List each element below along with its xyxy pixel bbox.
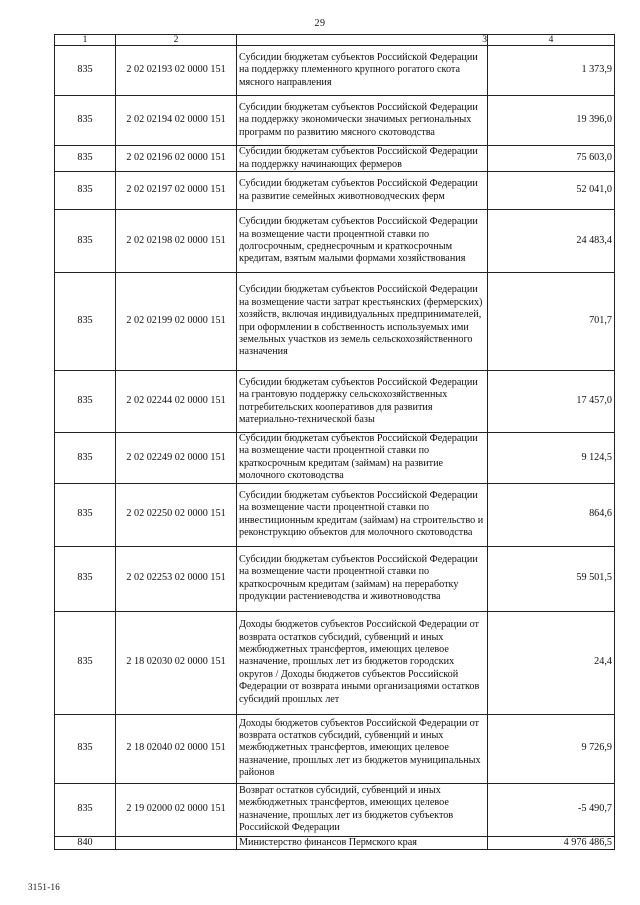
admin-code-cell: 835 — [55, 433, 116, 484]
amount-cell: -5 490,7 — [488, 783, 615, 836]
description-cell: Возврат остатков субсидий, субвенций и иных межбюджетных трансфертов, имеющих целевое назначение, прошлых лет из бюджетов субъектов Российской Федерации — [237, 783, 488, 836]
header-cell-2: 2 — [116, 35, 237, 46]
admin-code-cell: 835 — [55, 546, 116, 611]
table-row — [55, 483, 615, 546]
admin-code-cell: 835 — [55, 483, 116, 546]
header-row — [55, 35, 615, 46]
admin-code-cell: 840 — [55, 836, 116, 849]
description-cell: Субсидии бюджетам субъектов Российской Федерации на возмещение части затрат крестьянских (фермерских) хозяйств, включая индивидуальных предпринимателей, при оформлении в собственность используемых ими земельных участков из земель сельскохозяйственного назначения — [237, 273, 488, 371]
amount-cell: 52 041,0 — [488, 172, 615, 210]
amount-cell: 19 396,0 — [488, 96, 615, 146]
admin-code-cell: 835 — [55, 783, 116, 836]
amount-cell: 17 457,0 — [488, 371, 615, 433]
admin-code-cell: 835 — [55, 46, 116, 96]
admin-code-cell: 835 — [55, 172, 116, 210]
amount-cell: 24 483,4 — [488, 210, 615, 273]
table-row — [55, 210, 615, 273]
revenue-code-cell: 2 19 02000 02 0000 151 — [116, 783, 237, 836]
amount-cell: 59 501,5 — [488, 546, 615, 611]
revenue-code-cell: 2 02 02199 02 0000 151 — [116, 273, 237, 371]
revenue-code-cell: 2 02 02193 02 0000 151 — [116, 46, 237, 96]
admin-code-cell: 835 — [55, 273, 116, 371]
table-row — [55, 433, 615, 484]
document-code: 3151-16 — [28, 882, 61, 892]
amount-cell: 1 373,9 — [488, 46, 615, 96]
revenue-code-cell: 2 02 02249 02 0000 151 — [116, 433, 237, 484]
description-cell: Доходы бюджетов субъектов Российской Федерации от возврата остатков субсидий, субвенций и иных межбюджетных трансфертов, имеющих целевое назначение, прошлых лет из бюджетов муниципальных районов — [237, 714, 488, 783]
revenue-code-cell: 2 02 02250 02 0000 151 — [116, 483, 237, 546]
revenue-code-cell: 2 18 02030 02 0000 151 — [116, 611, 237, 714]
description-cell: Доходы бюджетов субъектов Российской Федерации от возврата остатков субсидий, субвенций и иных межбюджетных трансфертов, имеющих целевое назначение, прошлых лет из бюджетов городских округов / Доходы бюджетов субъектов Российской Федерации от возврата иными организациями остатков субсидий прошлых лет — [237, 611, 488, 714]
admin-code-cell: 835 — [55, 714, 116, 783]
admin-code-cell: 835 — [55, 96, 116, 146]
revenue-code-cell: 2 02 02196 02 0000 151 — [116, 146, 237, 172]
table-row — [55, 46, 615, 96]
admin-code-cell: 835 — [55, 146, 116, 172]
amount-cell: 24,4 — [488, 611, 615, 714]
description-cell: Субсидии бюджетам субъектов Российской Федерации на грантовую поддержку сельскохозяйственных потребительских кооперативов для развития материально-технической базы — [237, 371, 488, 433]
table-row — [55, 273, 615, 371]
budget-table — [54, 34, 615, 850]
header-cell-3: 3 — [237, 35, 488, 46]
amount-cell: 9 726,9 — [488, 714, 615, 783]
table-row — [55, 546, 615, 611]
amount-cell: 4 976 486,5 — [488, 836, 615, 849]
revenue-code-cell: 2 02 02253 02 0000 151 — [116, 546, 237, 611]
revenue-code-cell: 2 02 02244 02 0000 151 — [116, 371, 237, 433]
revenue-code-cell: 2 02 02194 02 0000 151 — [116, 96, 237, 146]
description-cell: Субсидии бюджетам субъектов Российской Федерации на возмещение части процентной ставки по краткосрочным кредитам (займам) на развитие молочного скотоводства — [237, 433, 488, 484]
description-cell: Субсидии бюджетам субъектов Российской Федерации на возмещение части процентной ставки по инвестиционным кредитам (займам) на строительство и реконструкцию объектов для молочного скотоводства — [237, 483, 488, 546]
description-cell: Субсидии бюджетам субъектов Российской Федерации на возмещение части процентной ставки по краткосрочным кредитам (займам) на переработку продукции растениеводства и животноводства — [237, 546, 488, 611]
table-row — [55, 146, 615, 172]
revenue-code-cell — [116, 836, 237, 849]
description-cell: Субсидии бюджетам субъектов Российской Федерации на возмещение части процентной ставки по долгосрочным, среднесрочным и краткосрочным кредитам, взятым малыми формами хозяйствования — [237, 210, 488, 273]
revenue-code-cell: 2 18 02040 02 0000 151 — [116, 714, 237, 783]
table-row — [55, 371, 615, 433]
amount-cell: 864,6 — [488, 483, 615, 546]
header-cell-4: 4 — [488, 35, 615, 46]
table-row — [55, 783, 615, 836]
table-row — [55, 96, 615, 146]
admin-code-cell: 835 — [55, 371, 116, 433]
revenue-code-cell: 2 02 02198 02 0000 151 — [116, 210, 237, 273]
description-cell: Субсидии бюджетам субъектов Российской Федерации на поддержку экономически значимых региональных программ по развитию мясного скотоводства — [237, 96, 488, 146]
description-cell: Министерство финансов Пермского края — [237, 836, 488, 849]
table-row — [55, 714, 615, 783]
admin-code-cell: 835 — [55, 611, 116, 714]
description-cell: Субсидии бюджетам субъектов Российской Федерации на поддержку племенного крупного рогатого скота мясного направления — [237, 46, 488, 96]
admin-code-cell: 835 — [55, 210, 116, 273]
table-row — [55, 172, 615, 210]
amount-cell: 701,7 — [488, 273, 615, 371]
header-cell-1: 1 — [55, 35, 116, 46]
page-number: 29 — [314, 18, 326, 29]
description-cell: Субсидии бюджетам субъектов Российской Федерации на поддержку начинающих фермеров — [237, 146, 488, 172]
amount-cell: 9 124,5 — [488, 433, 615, 484]
amount-cell: 75 603,0 — [488, 146, 615, 172]
table-row — [55, 611, 615, 714]
table-row — [55, 836, 615, 849]
revenue-code-cell: 2 02 02197 02 0000 151 — [116, 172, 237, 210]
description-cell: Субсидии бюджетам субъектов Российской Федерации на развитие семейных животноводческих ферм — [237, 172, 488, 210]
